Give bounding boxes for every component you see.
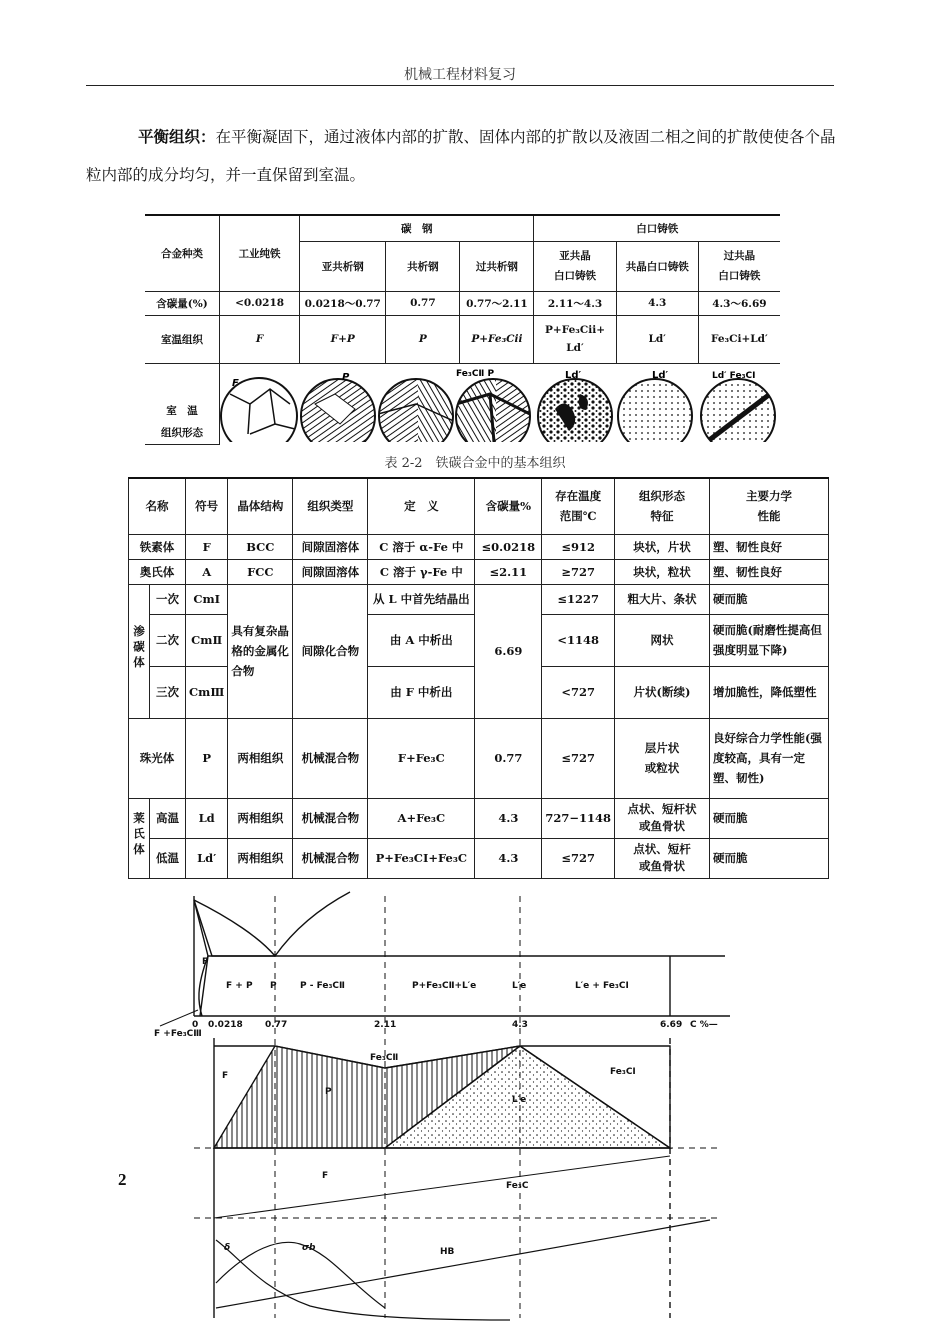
region-label: F + P [226, 981, 253, 991]
t2-crystal: BCC [228, 534, 293, 559]
t2-type: 机械混合物 [293, 718, 368, 798]
t2-def: 由 F 中析出 [368, 666, 475, 718]
phase-label: P [325, 1087, 332, 1097]
t2-form: 网状 [614, 614, 709, 666]
t2-type: 间隙化合物 [293, 584, 368, 718]
micrograph-hypoeutectoid [300, 378, 380, 442]
prop-label: HB [440, 1247, 455, 1257]
t2-type: 机械混合物 [293, 838, 368, 878]
t2-temp: <1148 [542, 614, 615, 666]
t2-header: 主要力学 性能 [709, 478, 828, 534]
micro-label: F [232, 377, 239, 389]
t2-def: A+Fe₃C [368, 798, 475, 838]
t2-form: 点状、短杆 或鱼骨状 [614, 838, 709, 878]
t2-form: 层片状 或粒状 [614, 718, 709, 798]
t2-prop: 硬而脆(耐磨性提高但强度明显下降) [709, 614, 828, 666]
t2-header: 含碳量% [475, 478, 542, 534]
header-rule [86, 85, 834, 86]
x-tick: 6.69 [660, 1020, 683, 1030]
t1-carbon: 0.77 [386, 291, 460, 315]
t2-header: 定 义 [368, 478, 475, 534]
t2-def: C 溶于 α-Fe 中 [368, 534, 475, 559]
t1-carbon: 4.3 [616, 291, 698, 315]
x-tick: 0 [192, 1020, 199, 1030]
micro-label: Ld′ Fe₃CⅠ [712, 370, 756, 381]
t2-carbon: 4.3 [475, 798, 542, 838]
t2-sub-name: 三次 [150, 666, 186, 718]
x-tick: C %— [690, 1020, 718, 1030]
region-label: P+Fe₃CⅡ+L′e [412, 981, 477, 991]
t2-def: C 溶于 γ-Fe 中 [368, 559, 475, 584]
t2-group-cementite: 渗碳体 [132, 624, 146, 672]
t2-symbol: Ld [186, 798, 228, 838]
t2-form: 点状、短杆状 或鱼骨状 [614, 798, 709, 838]
micro-label: P [342, 371, 350, 383]
t2-crystal: FCC [228, 559, 293, 584]
region-label: F [202, 957, 209, 967]
t2-name: 奥氏体 [129, 559, 186, 584]
structure-table [128, 477, 829, 879]
region-label: L′e [512, 981, 527, 991]
t2-temp: ≤1227 [542, 584, 615, 614]
t2-sub-name: 高温 [150, 798, 186, 838]
t1-structure: P [386, 315, 460, 363]
t1-col: 过共析钢 [460, 241, 534, 291]
t2-header: 晶体结构 [228, 478, 293, 534]
t2-prop: 硬而脆 [709, 798, 828, 838]
t1-structure: P+Fe₃Cⅱ [460, 315, 534, 363]
region-label: L′e + Fe₃CⅠ [575, 981, 629, 991]
t2-temp: ≥727 [542, 559, 615, 584]
t2-form: 块状，片状 [614, 534, 709, 559]
intro-paragraph [86, 118, 838, 194]
t2-temp: ≤912 [542, 534, 615, 559]
t2-temp: 727−1148 [542, 798, 615, 838]
t2-crystal: 两相组织 [228, 798, 293, 838]
t1-structure: Ld′ [616, 315, 698, 363]
micro-label: Ld′ [652, 369, 669, 381]
micrographs [220, 364, 780, 442]
phase-label: Fe₃CⅡ [370, 1053, 399, 1063]
t2-header: 组织类型 [293, 478, 368, 534]
table-caption: 表 2-2 铁碳合金中的基本组织 [384, 456, 566, 471]
t2-prop: 良好综合力学性能(强度较高，具有一定塑、韧性) [709, 718, 828, 798]
t2-prop: 增加脆性，降低塑性 [709, 666, 828, 718]
rel-label: Fe₃C [506, 1181, 529, 1191]
x-tick: 0.0218 [208, 1020, 243, 1030]
t1-row-label: 室 温 组织形态 [145, 363, 220, 445]
t2-form: 片状(断续) [614, 666, 709, 718]
t1-carbon: <0.0218 [220, 291, 300, 315]
micro-label: Fe₃CⅡ P [456, 368, 495, 379]
t1-structure: F [220, 315, 300, 363]
t2-name: 珠光体 [129, 718, 186, 798]
micro-structure-row [220, 363, 781, 445]
prop-label: δ [224, 1243, 231, 1253]
t2-prop: 塑、韧性良好 [709, 559, 828, 584]
page-header: 机械工程材料复习 [404, 67, 516, 83]
t2-header: 组织形态 特征 [614, 478, 709, 534]
t2-type: 机械混合物 [293, 798, 368, 838]
t1-row-label: 室温组织 [145, 315, 220, 363]
t2-carbon: 6.69 [475, 584, 542, 718]
t2-header: 符号 [186, 478, 228, 534]
t1-carbon: 4.3～6.69 [698, 291, 780, 315]
t2-type: 间隙固溶体 [293, 559, 368, 584]
t1-col: 共晶白口铸铁 [616, 241, 698, 291]
fe-c-diagram [150, 888, 740, 1328]
t2-sub-name: 二次 [150, 614, 186, 666]
t2-carbon: ≤2.11 [475, 559, 542, 584]
t2-crystal: 两相组织 [228, 838, 293, 878]
t2-temp: <727 [542, 666, 615, 718]
region-label: P [270, 981, 277, 991]
t1-group-steel: 碳 钢 [300, 215, 534, 241]
x-left-label: F +Fe₃CⅢ [154, 1029, 202, 1039]
phase-label: Fe₃CⅠ [610, 1067, 636, 1077]
t2-sub-name: 低温 [150, 838, 186, 878]
t2-temp: ≤727 [542, 718, 615, 798]
page-number: 2 [118, 1170, 127, 1189]
x-tick: 0.77 [265, 1020, 288, 1030]
t1-col-pure: 工业纯铁 [220, 215, 300, 291]
phase-label: F [222, 1071, 229, 1081]
t2-def: 从 L 中首先结晶出 [368, 584, 475, 614]
t2-prop: 塑、韧性良好 [709, 534, 828, 559]
phase-label: L′e [512, 1095, 527, 1105]
t2-symbol: CmⅡ [186, 614, 228, 666]
t2-header: 存在温度 范围℃ [542, 478, 615, 534]
t2-crystal: 两相组织 [228, 718, 293, 798]
t1-carbon: 0.77～2.11 [460, 291, 534, 315]
t1-col: 亚共晶 白口铸铁 [534, 241, 616, 291]
t2-crystal: 具有复杂晶格的金属化合物 [228, 584, 293, 718]
t2-header: 名称 [129, 478, 186, 534]
t2-carbon: 0.77 [475, 718, 542, 798]
t1-row-label: 合金种类 [145, 215, 220, 291]
t2-def: P+Fe₃CⅠ+Fe₃C [368, 838, 475, 878]
t2-def: 由 A 中析出 [368, 614, 475, 666]
t2-carbon: ≤0.0218 [475, 534, 542, 559]
alloy-table [145, 214, 780, 445]
t2-symbol: P [186, 718, 228, 798]
t2-sub-name: 一次 [150, 584, 186, 614]
t2-symbol: F [186, 534, 228, 559]
x-tick: 2.11 [374, 1020, 397, 1030]
t1-row-label: 含碳量(%) [145, 291, 220, 315]
t2-prop: 硬而脆 [709, 584, 828, 614]
t2-temp: ≤727 [542, 838, 615, 878]
t2-form: 块状，粒状 [614, 559, 709, 584]
t2-group-ledeburite: 莱氏体 [132, 811, 146, 859]
t1-structure: F+P [300, 315, 386, 363]
intro-term: 平衡组织： [138, 127, 216, 146]
t2-name: 铁素体 [129, 534, 186, 559]
t2-type: 间隙固溶体 [293, 534, 368, 559]
t1-structure: P+Fe₃Cⅱ+ Ld′ [534, 315, 616, 363]
t1-col: 过共晶 白口铸铁 [698, 241, 780, 291]
x-tick: 4.3 [512, 1020, 528, 1030]
micro-label: Ld′ [565, 369, 582, 381]
t1-carbon: 2.11～4.3 [534, 291, 616, 315]
region-label: P - Fe₃CⅡ [300, 981, 345, 991]
rel-label: F [322, 1171, 329, 1181]
t1-carbon: 0.0218～0.77 [300, 291, 386, 315]
prop-label: σb [302, 1243, 316, 1253]
micrograph-eutectoid [378, 378, 458, 442]
t2-symbol: CmⅠ [186, 584, 228, 614]
t2-carbon: 4.3 [475, 838, 542, 878]
t2-prop: 硬而脆 [709, 838, 828, 878]
t1-col: 共析钢 [386, 241, 460, 291]
t2-form: 粗大片、条状 [614, 584, 709, 614]
t1-structure: Fe₃Cⅰ+Ld′ [698, 315, 780, 363]
t1-group-iron: 白口铸铁 [534, 215, 780, 241]
intro-text: 在平衡凝固下，通过液体内部的扩散、固体内部的扩散以及液固二相之间的扩散使使各个晶粒内部的成分均匀，并一直保留到室温。 [86, 128, 836, 184]
t1-col: 亚共析钢 [300, 241, 386, 291]
t2-symbol: Ld′ [186, 838, 228, 878]
t2-symbol: A [186, 559, 228, 584]
t2-def: F+Fe₃C [368, 718, 475, 798]
t2-symbol: CmⅢ [186, 666, 228, 718]
